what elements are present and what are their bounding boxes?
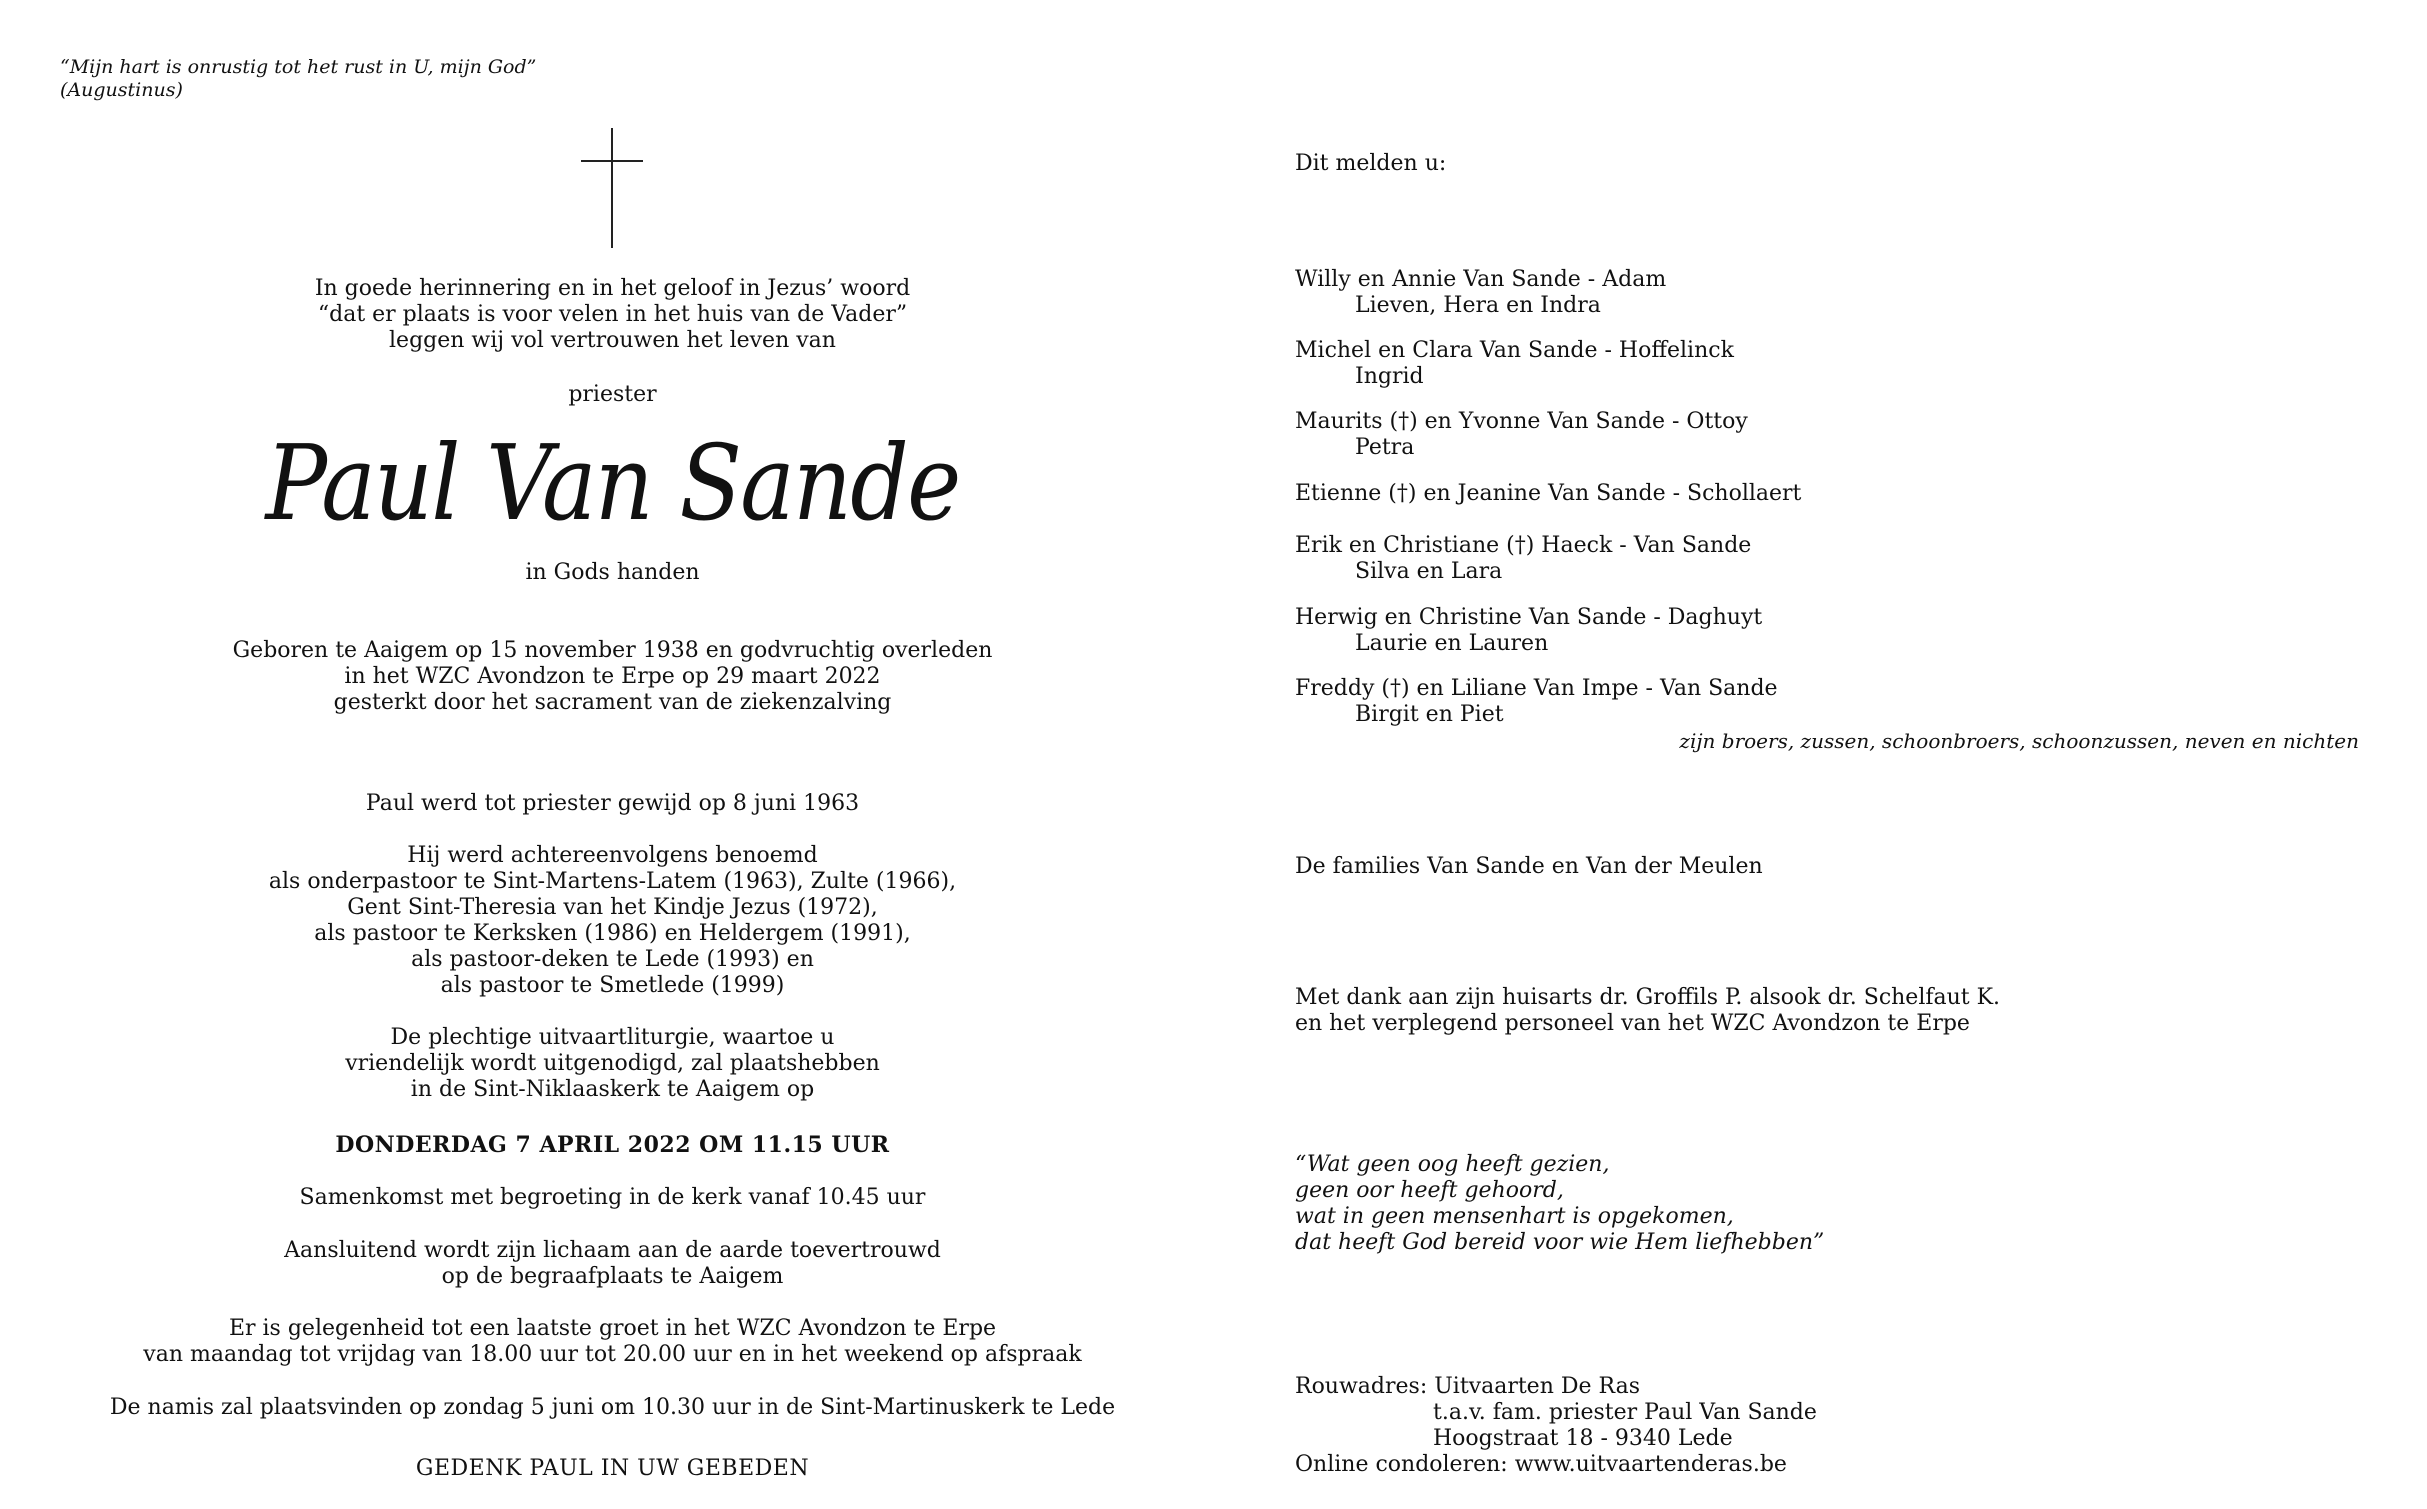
birth-death-line-1: Geboren te Aaigem op 15 november 1938 en godvruchtig overleden <box>232 638 993 663</box>
relation-note: zijn broers, zussen, schoonbroers, schoonzussen, neven en nichten <box>1679 729 2359 753</box>
family-sub: Silva en Lara <box>1355 559 1503 584</box>
family-main: Maurits (†) en Yvonne Van Sande - Ottoy <box>1295 409 1748 434</box>
bible-quote-line: wat in geen mensenhart is opgekomen, <box>1295 1204 1734 1229</box>
bible-quote-line: dat heeft God bereid voor wie Hem liefhebben” <box>1295 1230 1825 1255</box>
title-priest: priester <box>568 382 657 407</box>
funeral-line-2: vriendelijk wordt uitgenodigd, zal plaatshebben <box>345 1051 880 1076</box>
bible-quote-line: “Wat geen oog heeft gezien, <box>1295 1152 1610 1177</box>
family-main: Erik en Christiane (†) Haeck - Van Sande <box>1295 533 1752 558</box>
funeral-line-1: De plechtige uitvaartliturgie, waartoe u <box>390 1025 835 1050</box>
funeral-line-3: in de Sint-Niklaaskerk te Aaigem op <box>410 1077 815 1102</box>
address-line-3: Hoogstraat 18 - 9340 Lede <box>1433 1426 1733 1451</box>
remember-line: GEDENK PAUL IN UW GEBEDEN <box>415 1456 810 1481</box>
birth-death-line-2: in het WZC Avondzon te Erpe op 29 maart 2022 <box>344 664 881 689</box>
family-main: Herwig en Christine Van Sande - Daghuyt <box>1295 605 1763 630</box>
thanks-line-1: Met dank aan zijn huisarts dr. Groffils P. alsook dr. Schelfaut K. <box>1295 985 2001 1010</box>
family-sub: Petra <box>1355 435 1415 460</box>
address-label: Rouwadres: Uitvaarten De Ras <box>1295 1374 1640 1399</box>
families-line: De families Van Sande en Van der Meulen <box>1295 854 1763 879</box>
opening-quote-text: “Mijn hart is onrustig tot het rust in U, mijn God” <box>60 56 537 78</box>
intro-line-3: leggen wij vol vertrouwen het leven van <box>389 328 836 353</box>
in-gods-hands: in Gods handen <box>525 560 700 585</box>
career-line: als pastoor-deken te Lede (1993) en <box>411 947 814 972</box>
opening-quote-source: (Augustinus) <box>60 79 183 101</box>
farewell-line-2: van maandag tot vrijdag van 18.00 uur tot 20.00 uur en in het weekend op afspraak <box>143 1342 1082 1367</box>
intro-line-2: “dat er plaats is voor velen in het huis van de Vader” <box>317 302 908 327</box>
announce-line: Dit melden u: <box>1295 151 1447 176</box>
gathering-line: Samenkomst met begroeting in de kerk vanaf 10.45 uur <box>299 1185 926 1210</box>
farewell-line-1: Er is gelegenheid tot een laatste groet in het WZC Avondzon te Erpe <box>228 1316 997 1341</box>
burial-line-2: op de begraafplaats te Aaigem <box>441 1264 784 1289</box>
burial-line-1: Aansluitend wordt zijn lichaam aan de aarde toevertrouwd <box>284 1238 941 1263</box>
family-main: Freddy (†) en Liliane Van Impe - Van Sande <box>1295 676 1778 701</box>
intro-line-1: In goede herinnering en in het geloof in Jezus’ woord <box>314 276 911 301</box>
career-line: als pastoor te Kerksken (1986) en Heldergem (1991), <box>314 921 911 946</box>
birth-death-line-3: gesterkt door het sacrament van de ziekenzalving <box>333 690 892 715</box>
thanks-line-2: en het verplegend personeel van het WZC Avondzon te Erpe <box>1295 1011 1970 1036</box>
career-line: Gent Sint-Theresia van het Kindje Jezus (1972), <box>347 895 878 920</box>
funeral-date: DONDERDAG 7 APRIL 2022 OM 11.15 UUR <box>335 1132 890 1158</box>
career-line: Hij werd achtereenvolgens benoemd <box>407 843 818 868</box>
online-condolence-link[interactable]: Online condoleren: www.uitvaartenderas.be <box>1295 1452 1787 1477</box>
family-main: Michel en Clara Van Sande - Hoffelinck <box>1295 338 1734 363</box>
address-line-2: t.a.v. fam. priester Paul Van Sande <box>1433 1400 1817 1425</box>
deceased-name: Paul Van Sande <box>265 422 960 544</box>
mass-line: De namis zal plaatsvinden op zondag 5 juni om 10.30 uur in de Sint-Martinuskerk te Lede <box>109 1395 1116 1420</box>
family-sub: Lieven, Hera en Indra <box>1355 293 1601 318</box>
family-sub: Birgit en Piet <box>1355 702 1504 727</box>
bible-quote-line: geen oor heeft gehoord, <box>1295 1178 1564 1203</box>
family-sub: Laurie en Lauren <box>1355 631 1549 656</box>
opening-quote <box>60 56 536 102</box>
family-main: Etienne (†) en Jeanine Van Sande - Schollaert <box>1295 481 1802 506</box>
career-line: als pastoor te Smetlede (1999) <box>440 973 785 998</box>
family-sub: Ingrid <box>1355 364 1424 389</box>
career-line: als onderpastoor te Sint-Martens-Latem (1963), Zulte (1966), <box>268 869 957 894</box>
ordination-line: Paul werd tot priester gewijd op 8 juni 1963 <box>365 791 860 816</box>
family-main: Willy en Annie Van Sande - Adam <box>1295 267 1667 292</box>
